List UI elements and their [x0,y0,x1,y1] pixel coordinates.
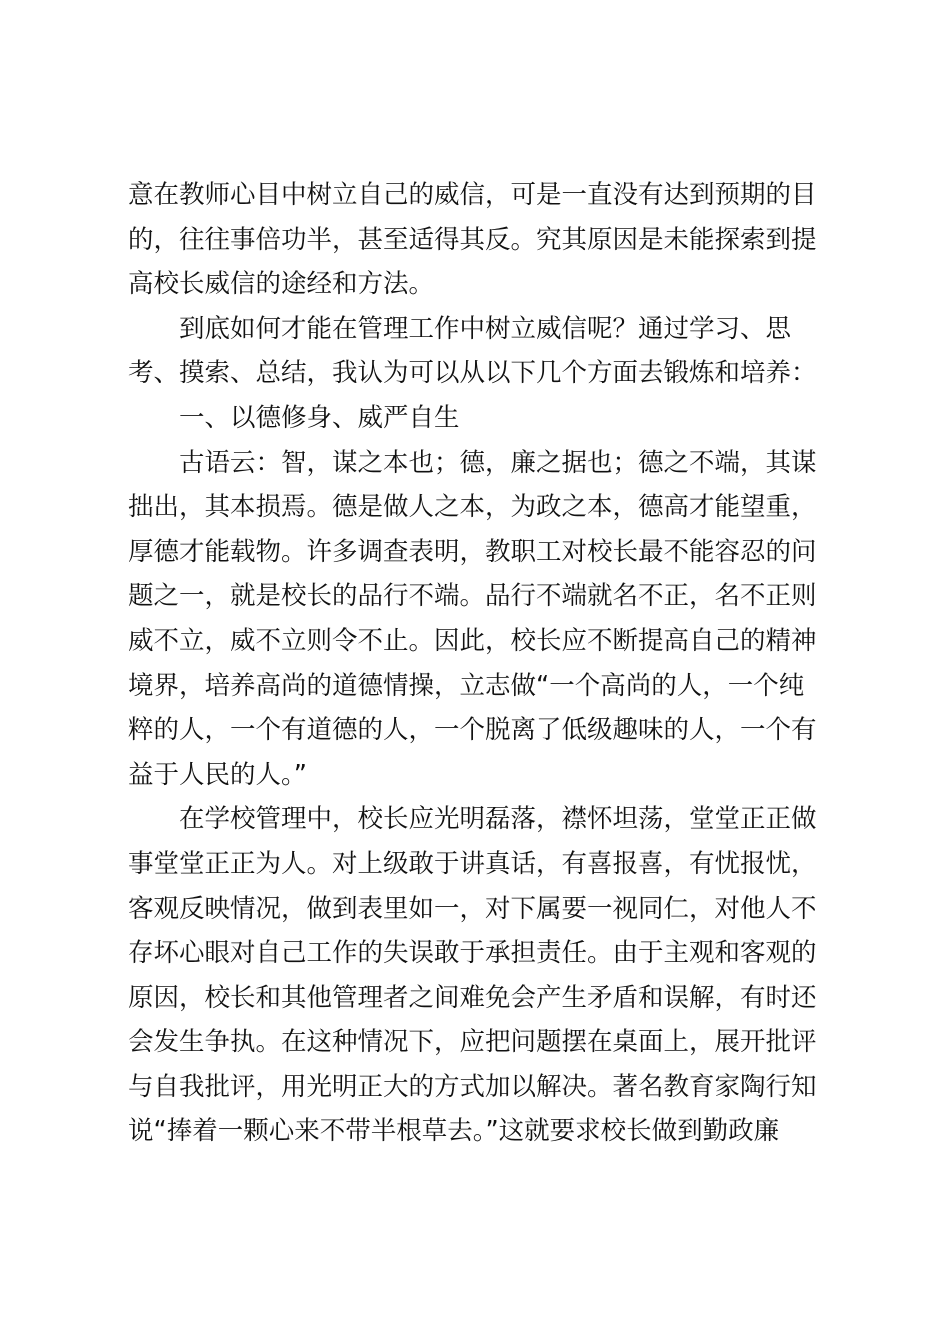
text-line: 高校长威信的途经和方法。 [128,269,435,300]
text-line: 古语云：智，谋之本也；德，廉之据也；德之不端，其谋 [179,447,817,478]
text-line: 厚德才能载物。许多调查表明，教职工对校长最不能容忍的问 [128,536,817,567]
text-line: 考、摸索、总结，我认为可以从以下几个方面去锻炼和培养： [128,358,817,389]
text-line: 的，往往事倍功半，甚至适得其反。究其原因是未能探索到提 [128,224,817,255]
text-line: 题之一，就是校长的品行不端。品行不端就名不正，名不正则 [128,581,817,612]
text-line: 意在教师心目中树立自己的威信，可是一直没有达到预期的目 [128,180,817,210]
text-line: 益于人民的人。” [128,759,307,790]
text-line: 威不立，威不立则令不止。因此，校长应不断提高自己的精神 [128,625,817,656]
text-line: 与自我批评，用光明正大的方式加以解决。著名教育家陶行知 [128,1071,817,1102]
text-line: 原因，校长和其他管理者之间难免会产生矛盾和误解，有时还 [128,982,817,1013]
text-line: 说“捧着一颗心来不带半根草去。”这就要求校长做到勤政廉 [128,1116,780,1147]
text-line: 粹的人，一个有道德的人，一个脱离了低级趣味的人，一个有 [128,715,817,746]
text-line: 一、以德修身、威严自生 [179,402,460,433]
text-line: 会发生争执。在这种情况下，应把问题摆在桌面上，展开批评 [128,1027,817,1058]
text-line: 在学校管理中，校长应光明磊落，襟怀坦荡，堂堂正正做 [179,804,817,835]
document-page [128,173,838,1154]
text-line: 存坏心眼对自己工作的失误敢于承担责任。由于主观和客观的 [128,938,817,969]
text-line: 到底如何才能在管理工作中树立威信呢？通过学习、思 [179,313,792,344]
text-line: 拙出，其本损焉。德是做人之本，为政之本，德高才能望重， [128,492,817,523]
text-line: 境界，培养高尚的道德情操，立志做“一个高尚的人，一个纯 [128,670,805,701]
text-line: 客观反映情况，做到表里如一，对下属要一视同仁，对他人不 [128,893,817,924]
text-line: 事堂堂正正为人。对上级敢于讲真话，有喜报喜，有忧报忧， [128,848,817,879]
